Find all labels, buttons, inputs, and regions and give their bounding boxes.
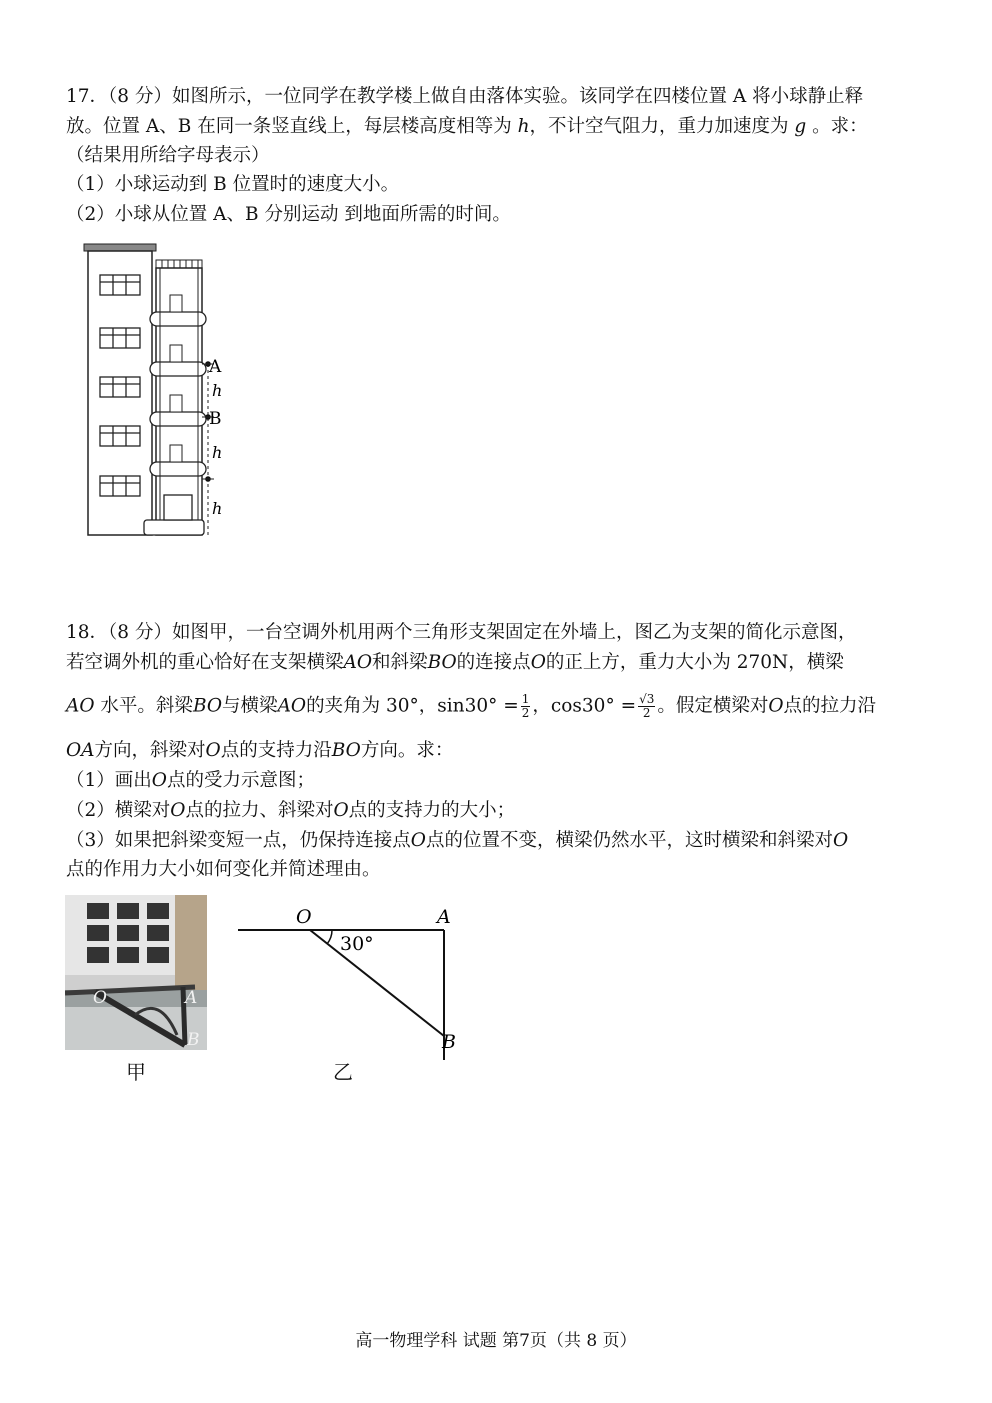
label-B: B <box>209 409 222 429</box>
q18-part3: （3）如果把斜梁变短一点，仍保持连接点O点的位置不变，横梁仍然水平，这时横梁和斜梁对O <box>66 830 849 851</box>
q17-line2: 放。位置 A、B 在同一条竖直线上，每层楼高度相等为 h，不计空气阻力，重力加速度为 g 。求： <box>66 116 868 137</box>
photo-figure <box>65 895 207 1050</box>
q18-part1: （1）画出O点的受力示意图； <box>66 770 315 791</box>
bracket-diagram <box>230 900 470 1070</box>
q18-part2: （2）横梁对O点的拉力、斜梁对O点的支持力的大小； <box>66 800 516 821</box>
caption-jia: 甲 <box>126 1060 146 1084</box>
q17-part2: （2）小球从位置 A、B 分别运动 到地面所需的时间。 <box>66 204 511 225</box>
building-figure <box>80 240 240 540</box>
label-h-3: h <box>212 499 223 518</box>
q18-line3: AO 水平。斜梁BO与横梁AO的夹角为 30°，sin30° = $\frac{1}{2}$ ，cos30° = $\frac{√3}{2}$ 。假定横梁对O点的拉力沿 <box>66 692 877 720</box>
diagram-label-B: B <box>442 1031 456 1053</box>
fraction-root3-half: $\frac{√3}{2}$ <box>639 692 655 720</box>
photo-label-O: O <box>93 988 107 1008</box>
diagram-label-A: A <box>437 906 451 928</box>
q17-line3: （结果用所给字母表示） <box>66 145 270 166</box>
diagram-label-O: O <box>296 906 312 928</box>
fraction-one-half: $\frac{1}{2}$ <box>521 692 530 720</box>
q18-part3-cont: 点的作用力大小如何变化并简述理由。 <box>66 859 381 880</box>
photo-label-A: A <box>185 988 198 1008</box>
q17-line1: 17．（8 分）如图所示，一位同学在教学楼上做自由落体实验。该同学在四楼位置 A 将小球静止释 <box>66 86 864 107</box>
photo-label-B: B <box>187 1030 200 1050</box>
q18-line2: 若空调外机的重心恰好在支架横梁AO和斜梁BO的连接点O的正上方，重力大小为 270N，横梁 <box>66 652 844 673</box>
label-h-2: h <box>212 443 223 462</box>
q18-line1: 18．（8 分）如图甲，一台空调外机用两个三角形支架固定在外墙上，图乙为支架的简化示意图， <box>66 622 857 643</box>
q17-part1: （1）小球运动到 B 位置时的速度大小。 <box>66 174 400 195</box>
diagram-angle-label: 30° <box>340 933 374 955</box>
label-h-1: h <box>212 381 223 400</box>
page-footer: 高一物理学科 试题 第7页（共 8 页） <box>355 1331 637 1351</box>
caption-yi: 乙 <box>333 1060 353 1084</box>
label-A: A <box>209 357 222 377</box>
q18-line4: OA方向，斜梁对O点的支持力沿BO方向。求： <box>66 740 454 761</box>
